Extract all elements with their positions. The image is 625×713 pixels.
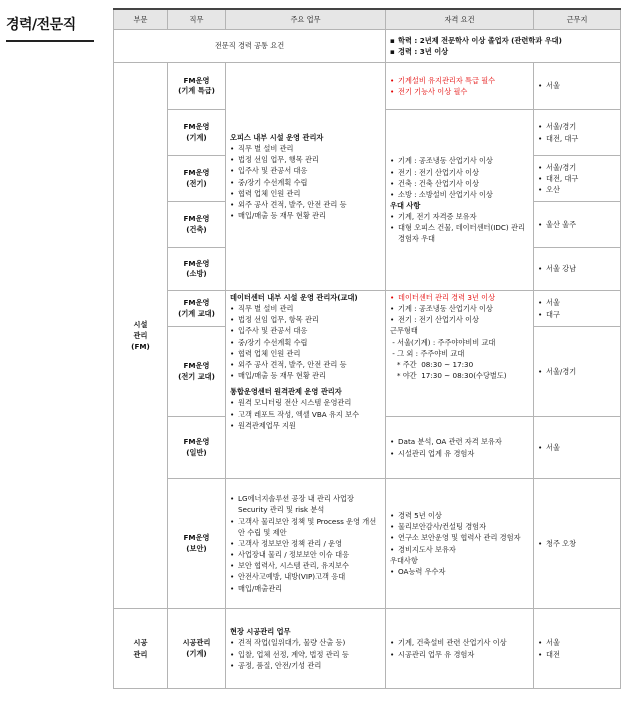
qual-item: • 전기 기능사 이상 필수	[390, 86, 529, 97]
duty-item: • 입주사 및 관공서 대응	[230, 325, 381, 336]
page-title: 경력/전문직	[6, 17, 76, 33]
duty-item: • 직무 별 설비 관리	[230, 303, 381, 314]
location-item: • 대구	[538, 309, 616, 320]
location-cell	[534, 291, 621, 327]
location-cell	[534, 156, 621, 202]
qual-item: • 경비지도사 보유자	[390, 544, 529, 555]
qual-item: • 연구소 보안운영 및 협력사 관리 경험자	[390, 532, 529, 543]
role-cell: FM운영 (소방)	[168, 248, 226, 291]
location-item: • 청주 오창	[538, 538, 616, 549]
location-item: • 대전	[538, 649, 616, 660]
qual-item: • 소방 : 소방설비 산업기사 이상	[390, 189, 529, 200]
qual-item: • 데이터센터 관리 경력 3년 이상	[390, 292, 529, 303]
duty-item: • 사업장내 물리 / 정보보안 이슈 대응	[230, 549, 381, 560]
role-cell: FM운영 (전기)	[168, 156, 226, 202]
location-item: • 대전, 대구	[538, 173, 616, 184]
location-cell	[534, 63, 621, 110]
pref-item: • OA능력 우수자	[390, 566, 529, 577]
common-item: ▪ 경력 : 3년 이상	[390, 46, 616, 57]
duty-item: • 매입/매출관리	[230, 583, 381, 594]
role-cell: FM운영 (전기 교대)	[168, 327, 226, 417]
header-qualifications: 자격 요건	[386, 9, 534, 30]
pref-title: 우대사항	[390, 555, 418, 565]
duty-item: • 공정, 품질, 안전/기성 관리	[230, 660, 381, 671]
common-items	[386, 30, 621, 63]
section-construction: 시공 관리	[114, 609, 168, 689]
header-division: 부문	[114, 9, 168, 30]
duty-item: • 매입/매출 등 재무 현황 관리	[230, 210, 381, 221]
location-item: • 오산	[538, 184, 616, 195]
duty-item: • 협력 업체 인원 관리	[230, 188, 381, 199]
duty-item: • LG에너지솔루션 공장 내 관리 사업장 Security 관리 및 risk 분석	[230, 493, 381, 515]
duty-item: • 견적 작업(일위대가, 물량 산출 등)	[230, 637, 381, 648]
location-cell	[534, 110, 621, 156]
duty-title: 현장 시공관리 업무	[230, 627, 291, 637]
shift-info: 근무형태 - 서울(기계) : 주주야야비비 교대 - 그 외 : 주주야비 교대 * 주간 08:30 ~ 17:30 * 야간 17:30 ~ 08:30(수당별도)	[390, 326, 507, 381]
pref-item: • 대형 오피스 건물, 데이터센터(IDC) 관리 경험자 우대	[390, 222, 529, 244]
duty-office	[226, 63, 386, 291]
common-item: ▪ 학력 : 2년제 전문학사 이상 졸업자 (관련학과 우대)	[390, 35, 616, 46]
qual-item: • 기계설비 유지관리자 특급 필수	[390, 75, 529, 86]
location-cell	[534, 479, 621, 609]
duty-item: • 중/장기 수선계획 수립	[230, 177, 381, 188]
location-item: • 서울/경기	[538, 121, 616, 132]
qual-item: • 시공관리 업무 유 경험자	[390, 649, 529, 660]
location-item: • 서울/경기	[538, 366, 616, 377]
qual-site	[386, 609, 534, 689]
qual-item: • 시설관리 업계 유 경험자	[390, 448, 529, 459]
duty-item: • 고객사 정보보안 정책 관리 / 운영	[230, 538, 381, 549]
header-row	[114, 9, 621, 30]
pref-title: 우대 사항	[390, 201, 421, 210]
location-item: • 서울/경기	[538, 162, 616, 173]
location-item: • 서울	[538, 637, 616, 648]
location-cell	[534, 327, 621, 417]
qual-item: • 기계, 건축설비 관련 산업기사 이상	[390, 637, 529, 648]
duty-item: • 원격관제업무 지원	[230, 420, 381, 431]
duty-datacenter	[226, 291, 386, 479]
location-item: • 울산 울주	[538, 219, 616, 230]
qual-special	[386, 63, 534, 110]
table-row	[114, 63, 621, 110]
qual-item: • 기계 : 공조냉동 산업기사 이상	[390, 303, 529, 314]
qual-security	[386, 479, 534, 609]
table-row	[114, 609, 621, 689]
duty-title: 통합운영센터 원격관제 운영 관리자	[230, 387, 342, 397]
duty-item: • 보안 협력사, 시스템 관리, 유지보수	[230, 560, 381, 571]
duty-security	[226, 479, 386, 609]
duty-item: • 법정 선임 업무, 항목 관리	[230, 314, 381, 325]
role-cell: FM운영 (일반)	[168, 417, 226, 479]
qual-item: • Data 분석, OA 관련 자격 보유자	[390, 436, 529, 447]
duty-title: 데이터센터 내부 시설 운영 관리자(교대)	[230, 293, 358, 302]
location-item: • 대전, 대구	[538, 133, 616, 144]
job-table	[113, 8, 621, 689]
location-item: • 서울	[538, 80, 616, 91]
duty-item: • 입주사 및 관공서 대응	[230, 165, 381, 176]
header-duties: 주요 업무	[226, 9, 386, 30]
duty-item: • 외주 공사 견적, 발주, 안전 관리 등	[230, 359, 381, 370]
qual-item: • 물리보안감사/컨설팅 경험자	[390, 521, 529, 532]
table-row	[114, 291, 621, 327]
location-item: • 서울	[538, 297, 616, 308]
header-location: 근무지	[534, 9, 621, 30]
duty-item: • 중/장기 수선계획 수립	[230, 337, 381, 348]
duty-item: • 협력 업체 인원 관리	[230, 348, 381, 359]
table-row	[114, 479, 621, 609]
common-label: 전문직 경력 공통 요건	[114, 30, 386, 63]
qual-office	[386, 110, 534, 291]
role-cell: FM운영 (보안)	[168, 479, 226, 609]
qual-item: • 기계 : 공조냉동 산업기사 이상	[390, 155, 529, 166]
location-item: • 서울 강남	[538, 263, 616, 274]
duty-item: • 원격 모니터링 전산 시스템 운영관리	[230, 397, 381, 408]
duty-item: • 외주 공사 견적, 발주, 안전 관리 등	[230, 199, 381, 210]
pref-item: • 기계, 전기 자격증 보유자	[390, 211, 529, 222]
duty-site	[226, 609, 386, 689]
duty-item: • 고객 레포트 작성, 엑셀 VBA 유지 보수	[230, 409, 381, 420]
qual-item: • 전기 : 전기 산업기사 이상	[390, 314, 529, 325]
qual-datacenter	[386, 291, 534, 417]
duty-title: 오피스 내부 시설 운영 관리자	[230, 132, 324, 142]
qual-item: • 경력 5년 이상	[390, 510, 529, 521]
location-cell	[534, 417, 621, 479]
location-item: • 서울	[538, 442, 616, 453]
location-cell	[534, 248, 621, 291]
qual-item: • 전기 : 전기 산업기사 이상	[390, 167, 529, 178]
qual-item: • 건축 : 건축 산업기사 이상	[390, 178, 529, 189]
section-fm: 시설 관리 (FM)	[114, 63, 168, 609]
duty-item: • 안전사고예방, 내방(VIP)고객 응대	[230, 571, 381, 582]
location-cell	[534, 609, 621, 689]
duty-item: • 직무 별 설비 관리	[230, 143, 381, 154]
role-cell: FM운영 (기계 특급)	[168, 63, 226, 110]
role-cell: FM운영 (기계)	[168, 110, 226, 156]
location-cell	[534, 202, 621, 248]
common-row	[114, 30, 621, 63]
role-cell: FM운영 (기계 교대)	[168, 291, 226, 327]
role-cell: FM운영 (건축)	[168, 202, 226, 248]
header-role: 직무	[168, 9, 226, 30]
role-cell: 시공관리 (기계)	[168, 609, 226, 689]
duty-item: • 입찰, 업체 선정, 계약, 법정 관리 등	[230, 649, 381, 660]
title-underline	[6, 40, 94, 42]
duty-item: • 법정 선임 업무, 행목 관리	[230, 154, 381, 165]
duty-item: • 고객사 물리보안 정책 및 Process 운영 개선안 수립 및 제안	[230, 516, 381, 538]
duty-item: • 매입/매출 등 재무 현황 관리	[230, 370, 381, 381]
qual-general	[386, 417, 534, 479]
